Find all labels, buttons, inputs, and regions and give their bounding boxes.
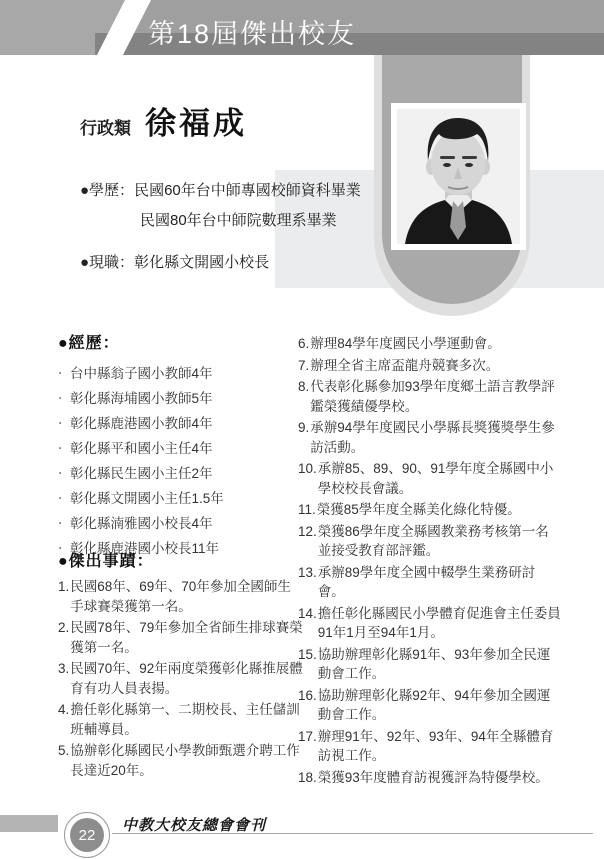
experience-item: ‧ 台中縣翁子國小教師4年 <box>58 361 298 386</box>
journal-title: 中教大校友總會會刊 <box>122 816 267 834</box>
achievement-item: 8. 代表彰化縣參加93學年度鄉土語言教學評鑑榮獲績優學校。 <box>298 379 555 414</box>
photo-capsule <box>374 55 530 316</box>
education-line-2: 民國80年台中師院數理系畢業 <box>140 212 337 229</box>
achievement-item: 9. 承辦94學年度國民小學縣長獎獲獎學生參訪活動。 <box>298 420 555 455</box>
achievement-item: 15. 協助辦理彰化縣91年、93年參加全民運動會工作。 <box>298 646 551 681</box>
position-label: ●現職： <box>80 254 135 271</box>
achievements-list-left <box>58 577 304 780</box>
dot-bullet: ‧ <box>58 441 63 456</box>
achievement-item: 6. 辦理84學年度國民小學運動會。 <box>298 336 501 351</box>
achievements-section <box>58 548 304 782</box>
experience-item: ‧ 彰化縣鹿港國小校長11年 <box>58 536 298 561</box>
category-label: 行政類 <box>80 119 131 138</box>
achievement-item: 2. 民國78年、79年參加全省師生排球賽榮獲第一名。 <box>58 620 303 655</box>
achievements-heading: ●傑出事蹟： <box>58 553 154 570</box>
experience-item: ‧ 彰化縣民生國小主任2年 <box>58 461 298 486</box>
name-line <box>80 98 247 143</box>
dot-bullet: ‧ <box>58 391 63 406</box>
education-line-1: 民國60年台中師專國校師資科畢業 <box>134 182 361 199</box>
achievement-item: 3. 民國70年、92年兩度榮獲彰化縣推展體育有功人員表揚。 <box>58 661 303 696</box>
achievement-item: 16. 協助辦理彰化縣92年、94年參加全國運動會工作。 <box>298 687 551 722</box>
achievement-item: 17. 辦理91年、92年、93年、94年全縣體育訪視工作。 <box>298 728 554 763</box>
achievement-item: 13. 承辦89學年度全國中輟學生業務研討會。 <box>298 564 536 599</box>
achievement-item: 12. 榮獲86學年度全縣國教業務考核第一名並接受教育部評鑑。 <box>298 523 549 558</box>
photo-capsule-fill <box>382 55 522 304</box>
position-value: 彰化縣文開國小校長 <box>134 254 270 271</box>
header-banner <box>0 0 604 55</box>
experience-item: ‧ 彰化縣海埔國小教師5年 <box>58 386 298 411</box>
dot-bullet: ‧ <box>58 366 63 381</box>
achievement-item: 1. 民國68年、69年、70年參加全國師生手球賽榮獲第一名。 <box>58 579 291 614</box>
dot-bullet: ‧ <box>58 416 63 431</box>
experience-item: ‧ 彰化縣鹿港國小教師4年 <box>58 411 298 436</box>
page-number-badge <box>70 818 104 852</box>
portrait-illustration <box>397 109 520 244</box>
portrait-photo <box>391 103 526 250</box>
person-name: 徐福成 <box>145 106 247 142</box>
experience-list <box>58 361 298 561</box>
page-number: 22 <box>78 826 96 844</box>
achievement-item: 7. 辦理全省主席盃龍舟競賽多次。 <box>298 357 500 373</box>
experience-section <box>58 330 298 561</box>
footer-bar <box>0 815 58 832</box>
experience-item: ‧ 彰化縣湳雅國小校長4年 <box>58 511 298 536</box>
education-block <box>80 176 361 278</box>
dot-bullet: ‧ <box>58 491 63 506</box>
education-label: ●學歷： <box>80 182 135 199</box>
achievement-item: 11. 榮獲85學年度全縣美化綠化特優。 <box>298 502 521 517</box>
dot-bullet: ‧ <box>58 466 63 481</box>
page-title: 第18屆傑出校友 <box>148 19 357 49</box>
experience-item: ‧ 彰化縣平和國小主任4年 <box>58 436 298 461</box>
achievement-item: 14. 擔任彰化縣國民小學體育促進會主任委員91年1月至94年1月。 <box>298 605 561 640</box>
achievement-item: 18. 榮獲93年度體育訪視獲評為特優學校。 <box>298 769 549 785</box>
experience-item: ‧ 彰化縣文開國小主任1.5年 <box>58 486 298 511</box>
experience-heading: ●經歷： <box>58 335 120 352</box>
achievements-list-right <box>298 334 562 789</box>
dot-bullet: ‧ <box>58 516 63 531</box>
dot-bullet: ‧ <box>58 541 63 556</box>
achievement-item: 5. 協辦彰化縣國民小學教師甄選介聘工作長達近20年。 <box>58 743 300 778</box>
achievement-item: 10. 承辦85、89、90、91學年度全縣國中小學校校長會議。 <box>298 461 554 496</box>
achievement-item: 4. 擔任彰化縣第一、二期校長、主任儲訓班輔導員。 <box>58 702 300 737</box>
